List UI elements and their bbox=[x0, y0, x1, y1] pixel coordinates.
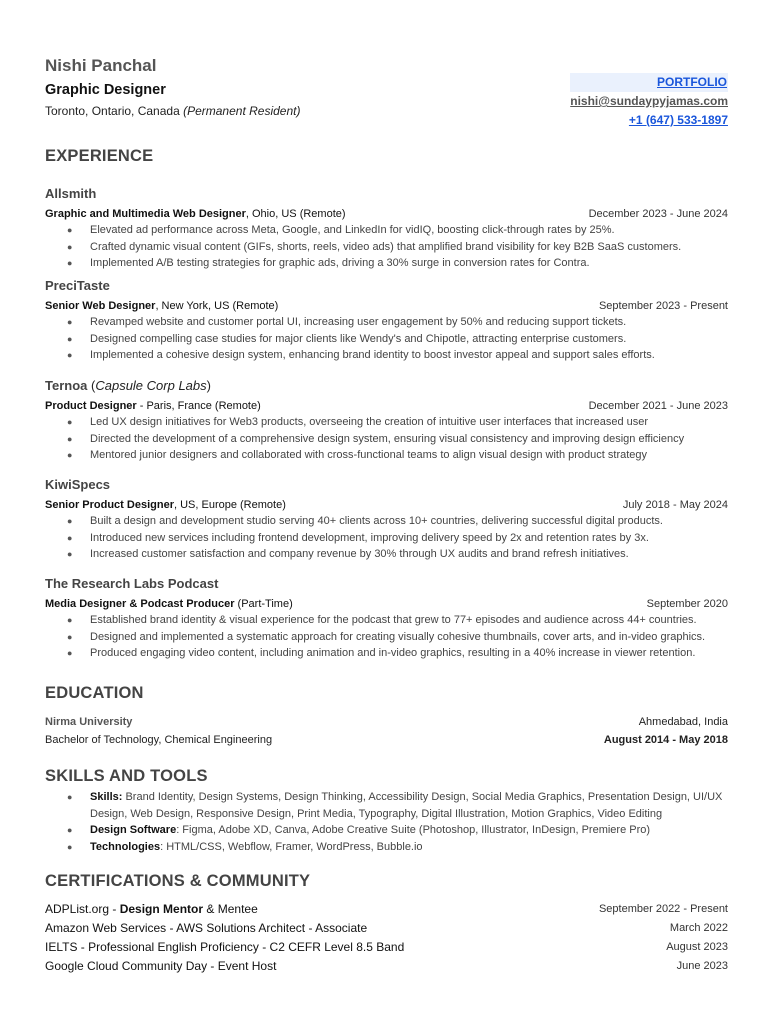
bullet-item: ● Designed and implemented a systematic approach for creating visually cohesive thumbnails, cover arts, and in-video graphics. bbox=[67, 629, 728, 646]
bullet-dot-icon: ● bbox=[67, 792, 73, 802]
job-location: (Part-Time) bbox=[234, 598, 293, 610]
bullet-dot-icon: ● bbox=[67, 258, 73, 268]
bullet-item: ● Crafted dynamic visual content (GIFs, shorts, reels, video ads) that amplified brand visibility for key B2B SaaS customers. bbox=[67, 239, 728, 256]
location-text: Toronto, Ontario, Canada bbox=[45, 104, 180, 118]
company-name: The Research Labs Podcast bbox=[45, 576, 219, 591]
job-location: , New York, US (Remote) bbox=[155, 300, 279, 312]
cert-item: Google Cloud Community Day - Event Host June 2023 bbox=[45, 957, 728, 976]
job-dates: December 2023 - June 2024 bbox=[588, 208, 728, 220]
company-name: KiwiSpecs bbox=[45, 477, 111, 492]
bullet-dot-icon: ● bbox=[67, 433, 73, 444]
school-name: Nirma University bbox=[45, 716, 133, 728]
bullet-item: ● Produced engaging video content, including animation and in-video graphics, resulting in a 40% increase in viewer retention. bbox=[67, 645, 728, 662]
bullet-dot-icon: ● bbox=[67, 417, 73, 427]
job-bullets bbox=[45, 414, 728, 464]
education-entry bbox=[45, 713, 728, 749]
bullet-item: ● Implemented A/B testing strategies for graphic ads, driving a 30% surge in conversion rates for Contra. bbox=[67, 255, 728, 272]
bullet-dot-icon: ● bbox=[67, 333, 73, 344]
bullet-dot-icon: ● bbox=[67, 841, 73, 852]
bullet-dot-icon: ● bbox=[67, 825, 73, 835]
skills-item: ● Skills: Brand Identity, Design Systems, Design Thinking, Accessibility Design, Social Media Graphics, Presentation Design, UI/UX Design, Web Design, Responsive Design, Print Media, Typography, Digital Illustration, Motion Graphics, Video Editing bbox=[67, 791, 723, 820]
bullet-dot-icon: ● bbox=[67, 350, 73, 360]
job-dates: September 2023 - Present bbox=[598, 300, 728, 312]
bullet-item: ● Led UX design initiatives for Web3 products, overseeing the creation of intuitive user interfaces that increased user bbox=[67, 414, 728, 431]
bullet-item: ● Revamped website and customer portal UI, increasing user engagement by 50% and reducing support tickets. bbox=[67, 314, 728, 331]
bullet-item: ● Designed compelling case studies for major clients like Wendy's and Chipotle, attracting enterprise customers. bbox=[67, 331, 728, 348]
job-row bbox=[45, 399, 728, 413]
job-dates: July 2018 - May 2024 bbox=[622, 499, 728, 511]
portfolio-link[interactable]: PORTFOLIO bbox=[570, 73, 728, 92]
job-dates: September 2020 bbox=[646, 598, 728, 610]
job-bullets bbox=[45, 513, 728, 563]
bullet-item: ● Implemented a cohesive design system, enhancing brand identity to boost investor appeal and support sales efforts. bbox=[67, 347, 728, 364]
job-role: Media Designer & Podcast Producer bbox=[45, 598, 235, 610]
residency-status: (Permanent Resident) bbox=[183, 104, 301, 118]
bullet-dot-icon: ● bbox=[67, 549, 73, 559]
email-link[interactable]: nishi@sundaypyjamas.com bbox=[570, 94, 728, 108]
bullet-dot-icon: ● bbox=[67, 241, 73, 252]
job-row bbox=[45, 207, 728, 221]
job-location: - Paris, France (Remote) bbox=[136, 400, 261, 412]
job-entry bbox=[45, 576, 728, 662]
job-row bbox=[45, 498, 728, 512]
bullet-item: ● Directed the development of a comprehensive design system, ensuring visual consistency and improving design efficiency bbox=[67, 431, 728, 448]
job-dates: December 2021 - June 2023 bbox=[588, 400, 728, 412]
bullet-dot-icon: ● bbox=[67, 516, 73, 526]
candidate-location bbox=[45, 104, 300, 118]
bullet-dot-icon: ● bbox=[67, 648, 73, 658]
cert-dates: June 2023 bbox=[676, 960, 728, 972]
cert-item: IELTS - Professional English Proficiency - C2 CEFR Level 8.5 Band August 2023 bbox=[45, 938, 728, 957]
company-subsidiary: Capsule Corp Labs bbox=[95, 378, 207, 393]
job-role: Graphic and Multimedia Web Designer bbox=[45, 208, 246, 220]
bullet-item: ● Mentored junior designers and collaborated with cross-functional teams to align visual design with product strategy bbox=[67, 447, 728, 464]
job-bullets bbox=[45, 314, 728, 364]
experience-heading: EXPERIENCE bbox=[45, 147, 154, 165]
cert-item: Amazon Web Services - AWS Solutions Architect - Associate March 2022 bbox=[45, 919, 728, 938]
candidate-name: Nishi Panchal bbox=[45, 56, 157, 75]
education-dates: August 2014 - May 2018 bbox=[603, 734, 728, 746]
job-row bbox=[45, 299, 728, 313]
design-software-item: ● Design Software: Figma, Adobe XD, Canva, Adobe Creative Suite (Photoshop, Illustrator, InDesign, Premiere Pro) bbox=[67, 822, 727, 839]
bullet-item: ● Introduced new services including frontend development, improving delivery speed by 2x and retention rates by 3x. bbox=[67, 530, 728, 547]
bullet-dot-icon: ● bbox=[67, 450, 73, 460]
job-role: Product Designer bbox=[45, 400, 137, 412]
bullet-item: ● Elevated ad performance across Meta, Google, and LinkedIn for vidIQ, boosting click-through rates by 25%. bbox=[67, 222, 728, 239]
contact-block bbox=[570, 73, 728, 130]
job-location: , Ohio, US (Remote) bbox=[245, 208, 346, 220]
bullet-dot-icon: ● bbox=[67, 225, 73, 235]
job-role: Senior Product Designer bbox=[45, 499, 174, 511]
cert-item: ADPList.org - Design Mentor & Mentee September 2022 - Present bbox=[45, 900, 728, 919]
certifications-list bbox=[45, 900, 728, 976]
job-role: Senior Web Designer bbox=[45, 300, 156, 312]
bullet-item: ● Increased customer satisfaction and company revenue by 30% through UX audits and brand refresh initiatives. bbox=[67, 546, 728, 563]
technologies-item: ● Technologies: HTML/CSS, Webflow, Framer, WordPress, Bubble.io bbox=[67, 839, 727, 856]
phone-link[interactable]: +1 (647) 533-1897 bbox=[628, 113, 728, 127]
bullet-dot-icon: ● bbox=[67, 615, 73, 625]
candidate-title: Graphic Designer bbox=[45, 82, 166, 98]
bullet-item: ● Established brand identity & visual experience for the podcast that grew to 77+ episodes and audience across 44+ countries. bbox=[67, 612, 728, 629]
job-location: , US, Europe (Remote) bbox=[173, 499, 286, 511]
job-entry bbox=[45, 186, 728, 272]
cert-dates: March 2022 bbox=[669, 922, 728, 934]
job-entry bbox=[45, 278, 728, 364]
cert-dates: September 2022 - Present bbox=[598, 903, 728, 915]
bullet-dot-icon: ● bbox=[67, 317, 73, 327]
cert-dates: August 2023 bbox=[666, 941, 728, 953]
bullet-item: ● Built a design and development studio serving 40+ clients across 10+ countries, delivering successful digital products. bbox=[67, 513, 728, 530]
company-name: Allsmith bbox=[45, 186, 97, 201]
bullet-dot-icon: ● bbox=[67, 631, 73, 642]
job-entry bbox=[45, 477, 728, 563]
company-name: Ternoa (Capsule Corp Labs) bbox=[45, 378, 211, 393]
job-bullets bbox=[45, 612, 728, 662]
education-heading: EDUCATION bbox=[45, 684, 144, 702]
job-entry bbox=[45, 378, 728, 464]
bullet-dot-icon: ● bbox=[67, 532, 73, 543]
skills-list bbox=[67, 789, 727, 855]
job-bullets bbox=[45, 222, 728, 272]
degree: Bachelor of Technology, Chemical Engineering bbox=[45, 734, 273, 746]
school-location: Ahmedabad, India bbox=[638, 716, 728, 728]
company-name: PreciTaste bbox=[45, 278, 110, 293]
job-row bbox=[45, 597, 728, 611]
skills-heading: SKILLS AND TOOLS bbox=[45, 767, 208, 785]
certifications-heading: CERTIFICATIONS & COMMUNITY bbox=[45, 872, 311, 890]
